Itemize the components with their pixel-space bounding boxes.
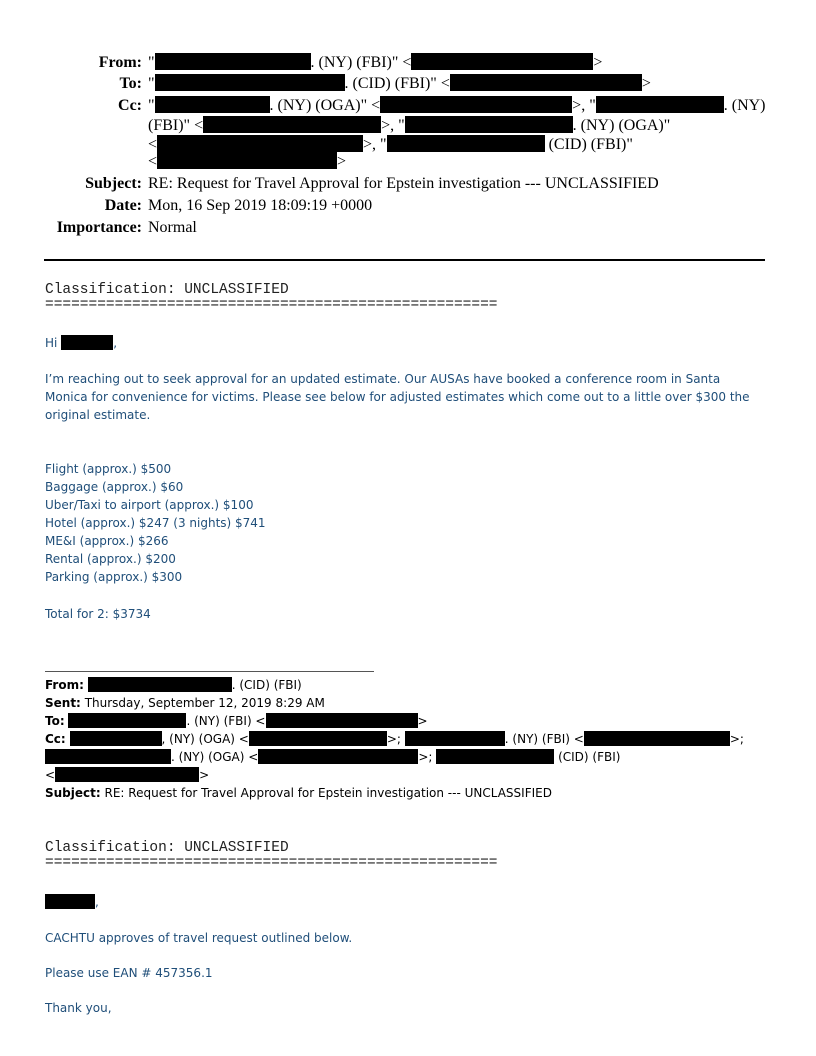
forwarded-cc-text: >; [386,732,401,746]
redaction-block [450,74,642,91]
header-subject-value: RE: Request for Travel Approval for Epstein investigation --- UNCLASSIFIED [148,175,659,192]
classification-rule-2: ==================================================== [45,855,498,871]
header-importance-label: Importance: [56,219,142,236]
header-from-value: " . (NY) (FBI)" < > [148,54,603,71]
redaction-block [405,731,505,746]
forwarded-cc-row-2 [45,748,620,766]
redaction-block [266,713,418,728]
estimate-total: Total for 2: $3734 [45,607,151,621]
classification-banner: Classification: UNCLASSIFIED [45,282,289,298]
header-cc-text: >, " [381,117,405,134]
header-cc-text: >, " [572,97,596,114]
header-cc-line-4-value: < > [148,153,347,170]
redaction-block [157,152,337,169]
list-item: Rental (approx.) $200 [45,552,176,566]
header-cc-line-2-value [148,116,670,136]
redaction-block [155,53,311,70]
list-item: Uber/Taxi to airport (approx.) $100 [45,498,254,512]
redaction-block [70,731,162,746]
greeting: Hi , [45,336,118,350]
forwarded-to-text: . (NY) (FBI) < [186,714,266,728]
classification-rule: ==================================================== [45,297,498,313]
redaction-block [436,749,554,764]
header-cc-text: . (NY) (OGA)" < [269,97,381,114]
header-subject-label: Subject: [85,175,142,192]
header-to-text: . (CID) (FBI)" < [344,75,450,92]
redaction-block [45,894,95,909]
header-cc-label: Cc: [118,97,142,114]
list-item: Parking (approx.) $300 [45,570,183,584]
estimate-list [45,460,266,586]
approval-text: CACHTU approves of travel request outlined below. [45,931,353,945]
redaction-block [387,135,545,152]
header-cc-text: . (NY) [723,97,766,114]
header-cc-text: (FBI)" < [148,117,204,134]
header-cc-text: . (NY) (OGA)" [572,117,671,134]
header-date-label: Date: [104,197,142,214]
header-cc-line-1: " . (NY) (OGA)" < >, " . (NY) [148,97,766,114]
forward-separator [45,671,374,672]
forwarded-sent-label: Sent: [45,696,81,710]
redaction-block [61,335,113,350]
forwarded-to-row: To: . (NY) (FBI) < > [45,714,428,728]
forwarded-subject-value: RE: Request for Travel Approval for Epstein investigation --- UNCLASSIFIED [104,786,552,800]
forwarded-cc-text: >; [729,732,744,746]
forwarded-cc-row [45,730,744,748]
forwarded-cc-label: Cc: [45,732,66,746]
redaction-block [45,749,171,764]
redaction-block [88,677,232,692]
header-to-label: To: [119,75,142,92]
forwarded-cc-text: . (NY) (FBI) < [504,732,584,746]
list-item: ME&I (approx.) $266 [45,534,169,548]
forwarded-from-row [45,676,302,694]
header-to-value: " . (CID) (FBI)" < > [148,75,651,92]
redaction-block [380,96,572,113]
forwarded-cc-row-3: < > [45,768,210,782]
redaction-block [203,116,381,133]
redaction-block [405,116,573,133]
redaction-block [411,53,593,70]
forwarded-sent-row [45,694,325,712]
forwarded-cc-text: >; [418,750,433,764]
forwarded-from-label: From: [45,678,84,692]
forwarded-cc-text: (CID) (FBI) [558,750,621,764]
header-cc-line-3-value: < >, " (CID) (FBI)" [148,136,633,153]
forwarded-subject-row [45,784,552,802]
header-cc-text: (CID) (FBI)" [548,136,633,153]
classification-banner-2: Classification: UNCLASSIFIED [45,840,289,856]
redaction-block [249,731,387,746]
forwarded-cc-text: . (NY) (OGA) < [171,750,259,764]
ean-text: Please use EAN # 457356.1 [45,966,213,980]
forwarded-cc-text: , (NY) (OGA) < [161,732,249,746]
salutation: , [45,893,99,911]
closing-text: Thank you, [45,1001,112,1015]
redaction-block [584,731,730,746]
redaction-block [155,74,345,91]
redaction-block [55,767,199,782]
list-item: Hotel (approx.) $247 (3 nights) $741 [45,516,266,530]
header-importance-value: Normal [148,219,197,236]
redaction-block [68,713,186,728]
list-item: Flight (approx.) $500 [45,462,172,476]
header-cc-text: >, " [363,136,387,153]
message-paragraph: I’m reaching out to seek approval for an updated estimate. Our AUSAs have booked a conference room in Santa Monica for convenience for victims. Please see below for adjusted estimates which come out to a little over $300 the original estimate. [45,372,750,422]
header-from-label: From: [98,54,142,71]
header-date-value: Mon, 16 Sep 2019 18:09:19 +0000 [148,197,373,214]
redaction-block [157,135,363,152]
redaction-block [258,749,418,764]
forwarded-to-label: To: [45,714,65,728]
forwarded-sent-value: Thursday, September 12, 2019 8:29 AM [84,696,325,710]
forwarded-from-text: . (CID) (FBI) [231,678,302,692]
redaction-block [596,96,724,113]
header-divider [44,259,765,261]
header-from-text: . (NY) (FBI)" < [310,54,412,71]
greeting-text: Hi [45,336,58,350]
forwarded-subject-label: Subject: [45,786,101,800]
list-item: Baggage (approx.) $60 [45,480,184,494]
redaction-block [155,96,270,113]
